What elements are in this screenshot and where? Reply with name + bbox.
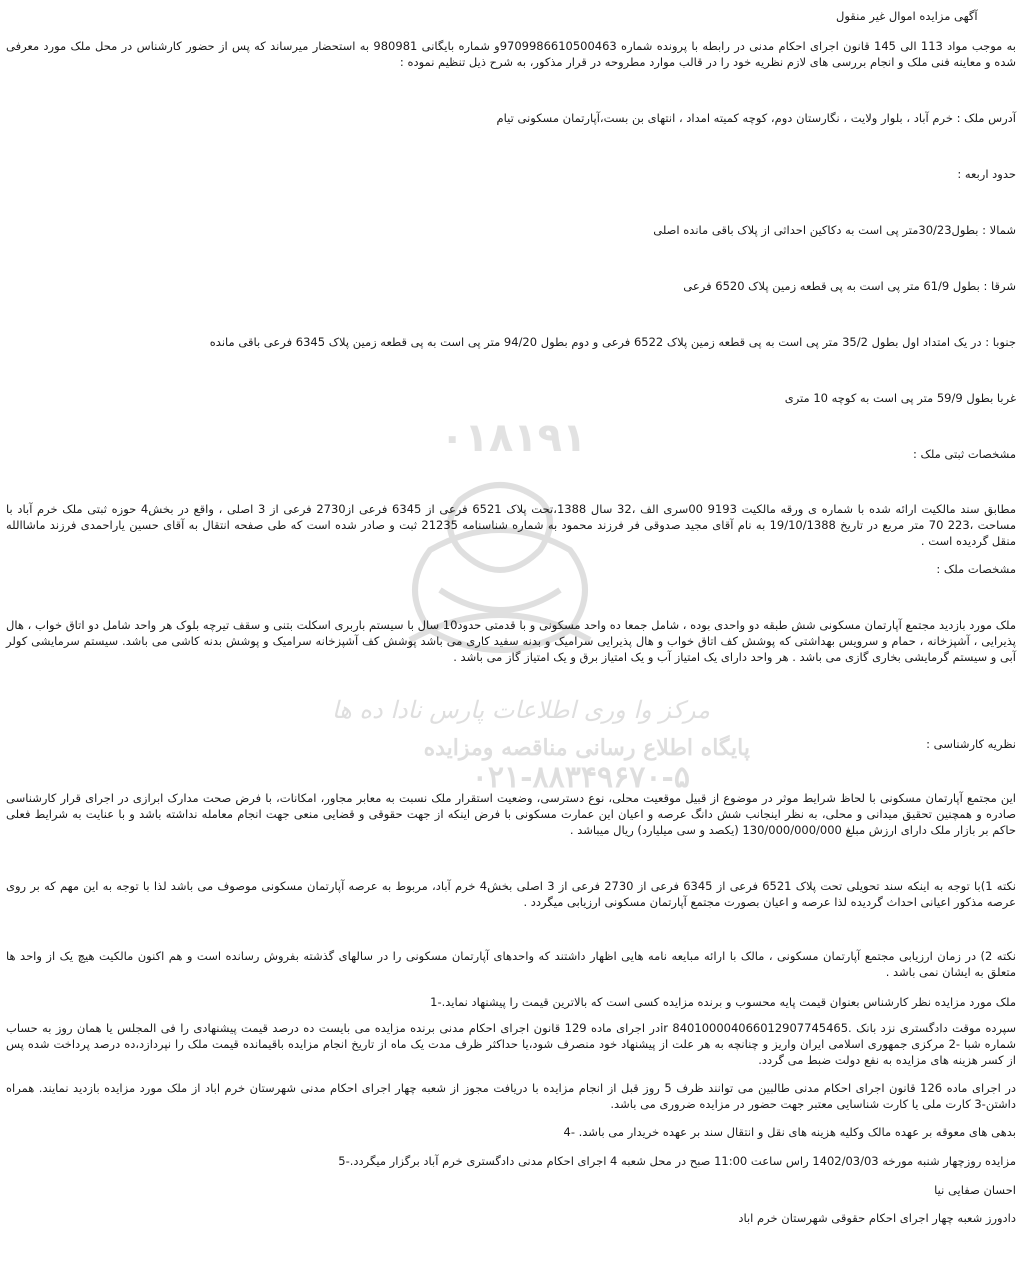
boundary-west: غربا بطول 59/9 متر پی است به کوچه 10 متری — [784, 391, 1016, 405]
registry-heading: مشخصات ثبتی ملک : — [913, 447, 1016, 461]
specs-paragraph: ملک مورد بازدید مجتمع آپارتمان مسکونی شش طبقه دو واحدی بوده ، شامل جمعا ده واحد مسکونی و با قدمتی حدود10 سال با سیستم باربری اسکلت بتنی و سقف تیرچه بلوک هر واحد شامل دو اتاق خواب ، هال پذیرایی ، آشپزخانه ، حمام و سرویس بهداشتی که پوشش کف اتاق خواب و هال پذیرایی سرامیک و بدنه سفید کاری می باشد پوشش کف آشپزخانه سرامیک و پوشش بدنه کاشی می باشد. سیستم سرمایشی کولر آبی و سیستم گرمایشی بخاری گازی می باشد . هر واحد دارای یک امتیاز آب و یک امتیاز برق و یک امتیاز گاز می باشد . — [6, 618, 1016, 664]
boundaries-heading: حدود اربعه : — [957, 167, 1016, 181]
watermark-line-2: پایگاه اطلاع رسانی مناقصه ومزایده — [423, 735, 750, 761]
condition-4: بدهی های معوقه بر عهده مالک وکلیه هزینه های نقل و انتقال سند بر عهده خریدار می باشد. -4 — [563, 1125, 1016, 1139]
boundary-east: شرقا : بطول 61/9 متر پی است به پی قطعه زمین پلاک 6520 فرعی — [683, 279, 1016, 293]
opinion-heading: نظریه کارشناسی : — [926, 737, 1016, 751]
boundary-south: جنوبا : در یک امتداد اول بطول 35/2 متر پی است به پی قطعه زمین پلاک 6522 فرعی و دوم بطول 94/20 متر پی است به پی قطعه زمین پلاک 6345 فرعی باقی مانده — [209, 335, 1016, 349]
property-address: آدرس ملک : خرم آباد ، بلوار ولایت ، نگارستان دوم، کوچه کمیته امداد ، انتهای بن بست،آپارتمان مسکونی تیام — [496, 111, 1016, 125]
condition-2: سپرده موقت دادگستری نزد بانک .ir 840100004066012907745465در اجرای ماده 129 قانون اجرای احکام مدنی برنده مزایده می بایست ده درصد قیمت پیشنهادی را فی المجلس یا همان روز به حساب شماره شبا -2 مرکزی جمهوری اسلامی ایران واریز و چنانچه به هر علت از پیشنهاد خود منصرف شود،یا حداکثر ظرف مدت یک ماه از تاریخ انجام مزایده باقیمانده قیمت ملک را نپردازد،ده درصد پرداخت شده پس از کسر هزینه های مزایده به نفع دولت ضبط می گردد. — [6, 1021, 1017, 1067]
watermark-number: ۰۱۸۱۹۱ — [440, 415, 587, 461]
signatory-title: دادورز شعبه چهار اجرای احکام حقوقی شهرستان خرم اباد — [738, 1211, 1016, 1225]
signatory-name: احسان صفایی نیا — [934, 1183, 1016, 1197]
note-1: نکته 1)با توجه به اینکه سند تحویلی تحت پلاک 6521 فرعی از 6345 فرعی از 2730 فرعی از 3 اصلی بخش4 خرم آباد، مربوط به عرصه آپارتمان مسکونی موصوف می باشد لذا با توجه به این مهم که بر روی عرصه مذکور اعیانی احداث گردیده لذا عرصه و اعیان بصورت مجتمع آپارتمان مسکونی ارزیابی میگردد . — [6, 879, 1016, 909]
notice-title: آگهی مزایده اموال غیر منقول — [836, 9, 978, 23]
opinion-paragraph: این مجتمع آپارتمان مسکونی با لحاظ شرایط موثر در موضوع از قبیل موقعیت محلی، نوع دسترسی، وضعیت استقرار ملک نسبت به معابر مجاور، امکانات، با فرض صحت مدارک ابرازی در اجرای قرار کارشناسی صادره و همچنین تحقیق میدانی و محلی، به نظر اینجانب شش دانگ عرصه و اعیان این عمارت مسکونی با فرض اینکه از جهت حقوقی و قضایی منعی جهت انجام معامله نداشته باشد و با عنایت به شرایط فعلی حاکم بر بازار ملک دارای ارزش مبلغ 130/000/000/000 (یکصد و سی میلیارد) ریال میباشد . — [6, 791, 1016, 837]
condition-3: در اجرای ماده 126 قانون اجرای احکام مدنی طالبین می توانند ظرف 5 روز قبل از انجام مزایده با دریافت مجوز از شعبه چهار اجرای احکام مدنی شهرستان خرم اباد از ملک مورد مزایده بازدید نمایند. همراه داشتن-3 کارت ملی یا کارت شناسایی معتبر جهت حضور در مزایده ضروری می باشد. — [6, 1081, 1017, 1111]
boundary-north: شمالا : بطول30/23متر پی است به دکاکین احداثی از پلاک باقی مانده اصلی — [653, 223, 1016, 237]
watermark-line-3: ۰۲۱-۸۸۳۴۹۶۷۰-۵ — [471, 760, 690, 795]
condition-1: ملک مورد مزایده نظر کارشناس بعنوان قیمت پایه محسوب و برنده مزایده کسی است که بالاترین قیمت را پیشنهاد نماید.-1 — [430, 995, 1016, 1009]
registry-paragraph: مطابق سند مالکیت ارائه شده با شماره ی ورقه مالکیت 9193 00سری الف ،32 سال 1388،تحت پلاک 6521 فرعی از 6345 فرعی از2730 فرعی از 3 اصلی ، واقع در بخش4 حوزه ثبتی ملک خرم آباد با مساحت ،223 70 متر مربع در تاریخ 19/10/1388 به نام آقای مجید صدوقی فر فرزند محمود به شماره شناسنامه 21235 ثبت و صادر شده است که طی صفحه انتقال به آقای حسین یاراحمدی فرزند ماشاالله منقل گردیده است . — [6, 502, 1017, 548]
condition-5: مزایده روزچهار شنبه مورخه 1402/03/03 راس ساعت 11:00 صبح در محل شعبه 4 اجرای احکام مدنی دادگستری خرم آباد برگزار میگردد.-5 — [338, 1154, 1016, 1168]
note-2: نکته 2) در زمان ارزیابی مجتمع آپارتمان مسکونی ، مالک با ارائه مبایعه نامه هایی اظهار داشتند که واحدهای آپارتمان مسکونی را در سالهای گذشته بفروش رسانده است و هم اکنون مالکیت هیچ یک از واحد ها متعلق به ایشان نمی باشد . — [6, 949, 1016, 979]
specs-heading: مشخصات ملک : — [936, 562, 1016, 576]
intro-paragraph: به موجب مواد 113 الی 145 قانون اجرای احکام مدنی در رابطه با پرونده شماره 9709986610500463و شماره بایگانی 980981 به استحضار میرساند که پس از حضور کارشناس در محل ملک مورد معرفی شده و معاینه فنی ملک و انجام بررسی های لازم نظریه خود را در قالب موارد مطروحه در قرار مذکور، به شرح ذیل تنظیم نموده : — [6, 39, 1016, 69]
watermark-line-1: مرکز وا وری اطلاعات پارس نادا ده ها — [331, 696, 710, 724]
